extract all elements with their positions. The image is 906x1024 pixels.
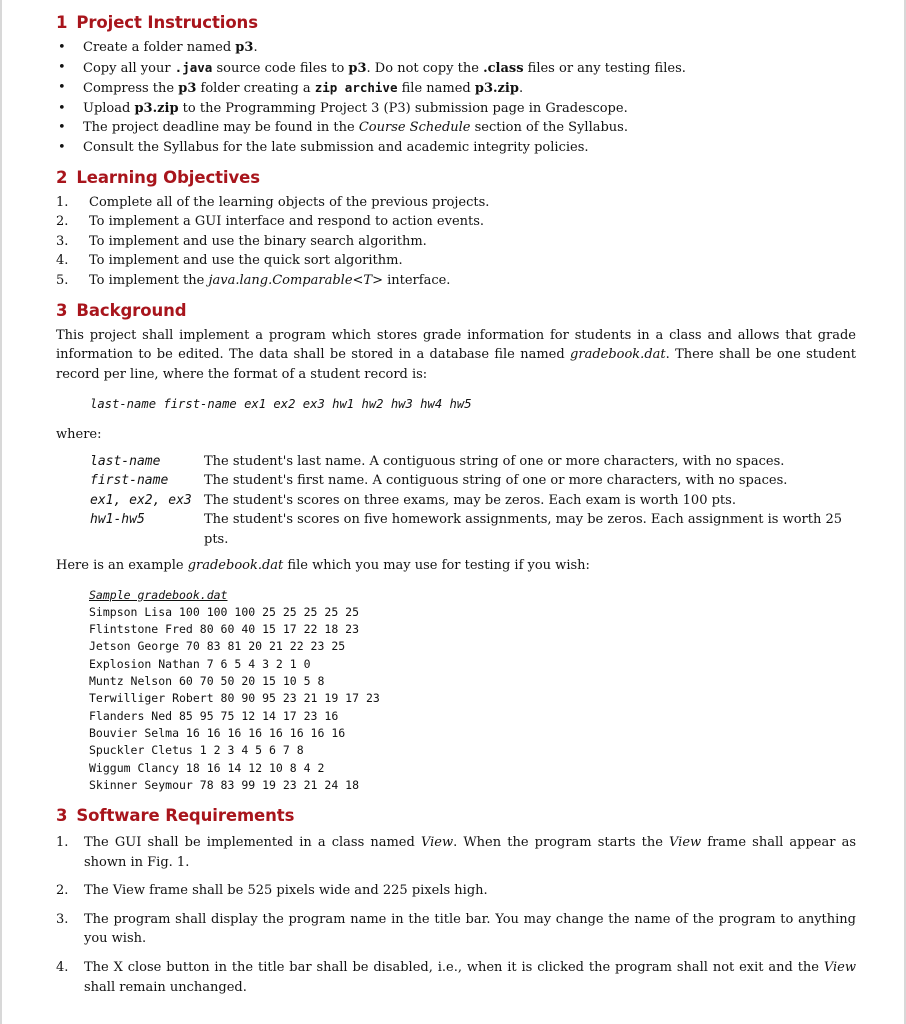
list-item: 4. The X close button in the title bar shall be disabled, i.e., when it is clicked the program shall not exit and the View shall remain unchanged. — [56, 960, 856, 995]
code-line: Wiggum Clancy 18 16 14 12 10 8 4 2 — [89, 760, 325, 775]
definition-row: last-name The student's last name. A contiguous string of one or more characters, with no spaces. — [90, 453, 785, 469]
section-heading-project-instructions — [56, 12, 856, 34]
code-line: Jetson George 70 83 81 20 21 22 23 25 — [89, 639, 346, 654]
list-item: • Consult the Syllabus for the late submission and academic integrity policies. — [56, 138, 856, 158]
section-number: 3 — [56, 806, 68, 826]
list-item: 5. To implement the java.lang.Comparable<T> interface. — [56, 272, 451, 288]
list-item: • Upload p3.zip to the Programming Project 3 (P3) submission page in Gradescope. — [56, 99, 856, 119]
list-item: 2. The View frame shall be 525 pixels wide and 225 pixels high. — [56, 883, 488, 899]
background-paragraph: This project shall implement a program which stores grade information for students in a class and allows that grade information to be edited. The data shall be stored in a database file named gradebook.dat. There shall be one student record per line, where the format of a student record is: — [56, 327, 856, 382]
code-line: Spuckler Cletus 1 2 3 4 5 6 7 8 — [89, 743, 304, 758]
section-heading-software-requirements — [56, 805, 856, 827]
section-number: 1 — [56, 13, 68, 32]
where-label: where: — [56, 427, 102, 443]
section-number: 3 — [56, 300, 68, 320]
code-line: Terwilliger Robert 80 90 95 23 21 19 17 23 — [89, 691, 380, 706]
definition-row: ex1, ex2, ex3 The student's scores on three exams, may be zeros. Each exam is worth 100 pts. — [90, 492, 736, 508]
list-item: 2. To implement a GUI interface and respond to action events. — [56, 214, 485, 230]
section-title: Learning Objectives — [76, 167, 260, 187]
code-line: Flanders Ned 85 95 75 12 14 17 23 16 — [89, 708, 339, 723]
code-line: Muntz Nelson 60 70 50 20 15 10 5 8 — [89, 674, 325, 689]
code-line: Explosion Nathan 7 6 5 4 3 2 1 0 — [89, 656, 311, 671]
section-title: Background — [76, 300, 187, 320]
code-line: Bouvier Selma 16 16 16 16 16 16 16 16 — [89, 725, 346, 740]
section-number: 2 — [56, 167, 68, 187]
sample-gradebook-listing — [89, 587, 856, 795]
list-item: 3. The program shall display the program name in the title bar. You may change the name of the program to anything you wish. — [56, 911, 856, 947]
example-intro: Here is an example gradebook.dat file which you may use for testing if you wish: — [56, 557, 590, 573]
objectives-list — [56, 193, 856, 291]
list-item: • Create a folder named p3. — [56, 38, 856, 58]
section-title: Project Instructions — [76, 13, 258, 32]
section-heading-background — [56, 300, 856, 322]
code-line: Simpson Lisa 100 100 100 25 25 25 25 25 — [89, 604, 360, 619]
field-definitions — [90, 452, 856, 549]
section-title: Software Requirements — [76, 806, 295, 826]
list-item: 1. Complete all of the learning objects of the previous projects. — [56, 194, 490, 210]
listing-caption: Sample gradebook.dat — [89, 587, 228, 602]
requirements-list — [56, 833, 856, 997]
list-item: 3. To implement and use the binary search algorithm. — [56, 233, 427, 249]
list-item: • Copy all your .java source code files to p3. Do not copy the .class files or any testing files. — [56, 58, 856, 79]
code-line: Flintstone Fred 80 60 40 15 17 22 18 23 — [89, 622, 360, 637]
list-item: 4. To implement and use the quick sort algorithm. — [56, 253, 403, 269]
list-item: • The project deadline may be found in the Course Schedule section of the Syllabus. — [56, 118, 856, 138]
code-line: Skinner Seymour 78 83 99 19 23 21 24 18 — [89, 777, 360, 792]
instructions-list — [56, 38, 856, 158]
definition-row: hw1-hw5 The student's scores on five homework assignments, may be zeros. Each assignment is worth 25 pts. — [90, 512, 843, 547]
record-format: last-name first-name ex1 ex2 ex3 hw1 hw2 hw3 hw4 hw5 — [90, 397, 472, 412]
list-item: 1. The GUI shall be implemented in a class named View. When the program starts the View frame shall appear as shown in Fig. 1. — [56, 835, 856, 870]
section-heading-learning-objectives — [56, 167, 856, 189]
list-item: • Compress the p3 folder creating a zip archive file named p3.zip. — [56, 78, 856, 99]
definition-row: first-name The student's first name. A contiguous string of one or more characters, with no spaces. — [90, 473, 788, 489]
